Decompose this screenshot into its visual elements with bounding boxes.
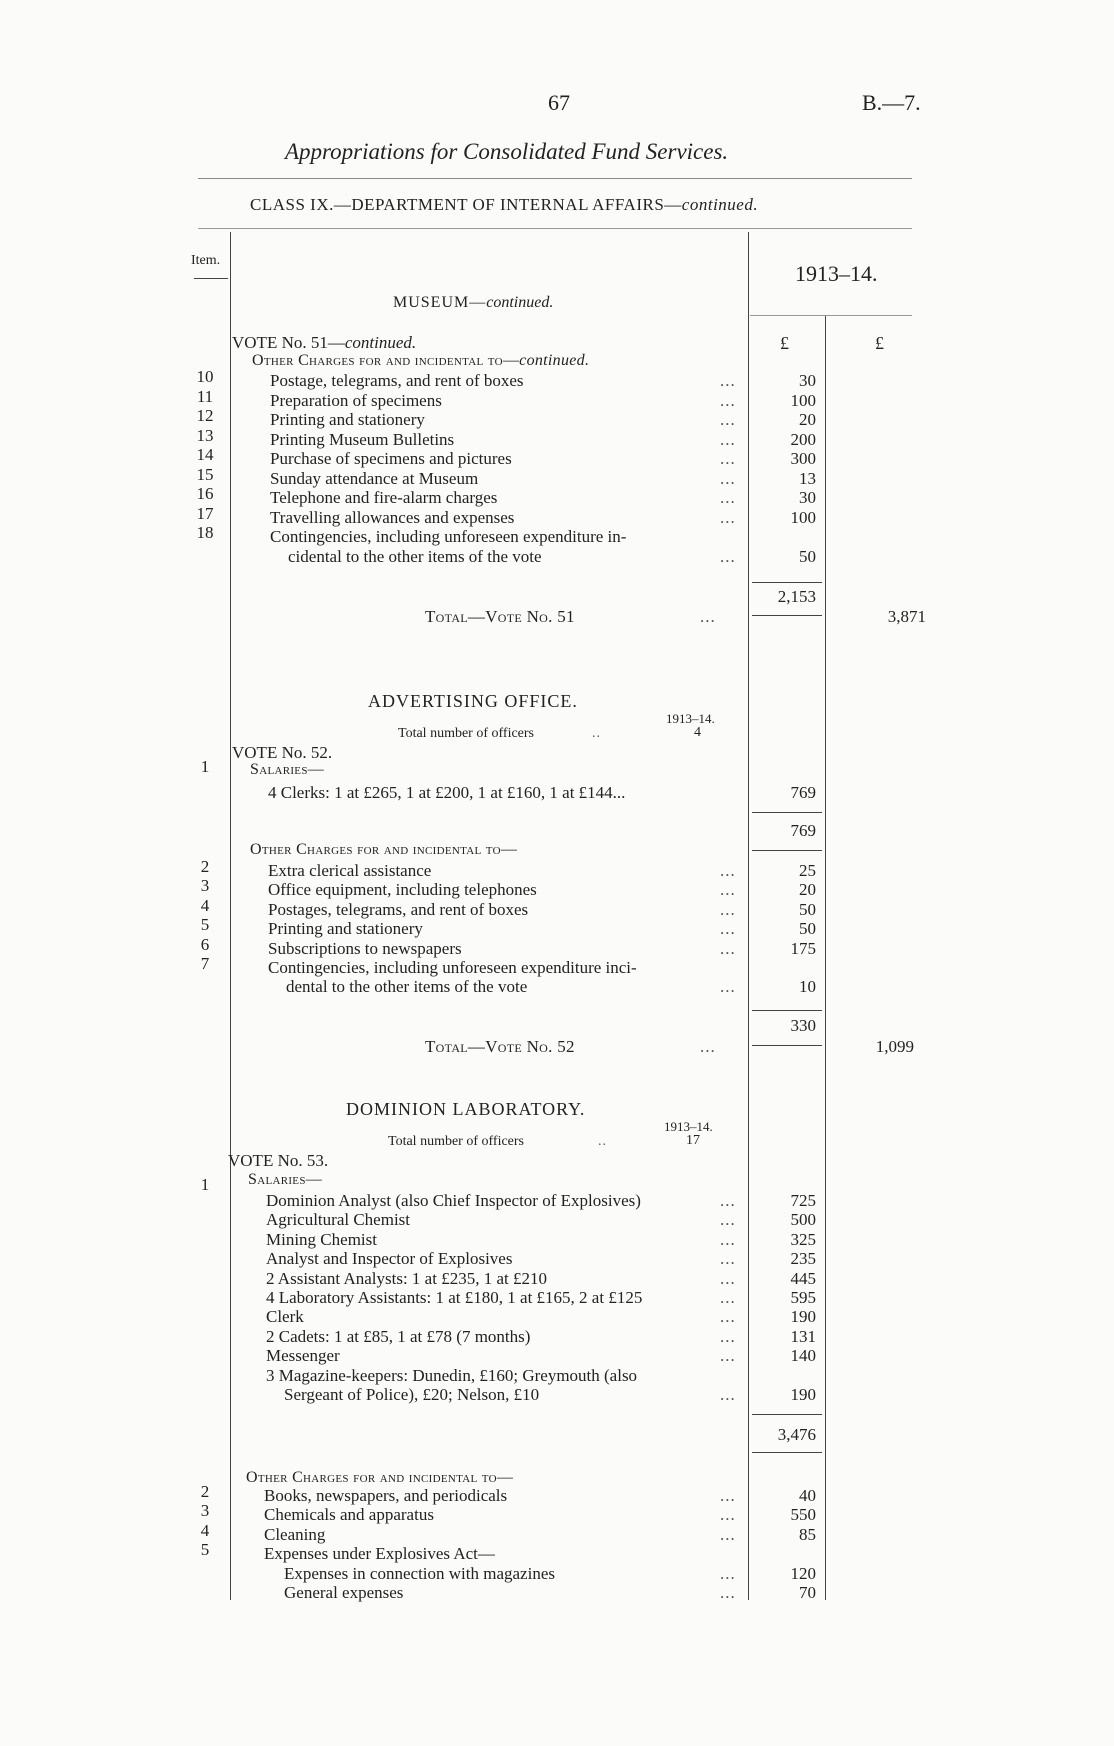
- leader-dots: ...: [720, 880, 736, 900]
- laboratory-salaries-item-no: 1: [200, 1175, 210, 1194]
- leader-dots: ...: [720, 488, 736, 507]
- item-amount: 85: [799, 1524, 816, 1544]
- item-amount: 50: [799, 919, 816, 939]
- item-number: 17: [196, 503, 214, 523]
- museum-total-label: Total—Vote No. 51: [425, 607, 575, 626]
- item-number: 14: [196, 445, 214, 464]
- sub-item-description: General expenses: [284, 1583, 404, 1602]
- item-amount: 595: [790, 1288, 816, 1307]
- item-amount: 235: [790, 1249, 816, 1269]
- item-number: 16: [196, 484, 214, 503]
- item-description: Dominion Analyst (also Chief Inspector of Explosives): [266, 1191, 641, 1210]
- advertising-total-rule: [752, 1045, 822, 1046]
- sub-item-description: Expenses in connection with magazines: [284, 1563, 555, 1583]
- leader-dots: ...: [720, 390, 736, 410]
- class-heading: CLASS IX.—DEPARTMENT OF INTERNAL AFFAIRS—continued.: [250, 195, 759, 214]
- item-amount: 100: [790, 390, 816, 410]
- advertising-officers-dots: ..: [592, 726, 601, 741]
- item-amount: 200: [790, 429, 816, 449]
- item-description: Printing and stationery: [270, 410, 425, 429]
- item-description: Extra clerical assistance: [268, 861, 432, 880]
- item-description: Clerk: [266, 1307, 304, 1327]
- leader-dots: ...: [720, 449, 736, 468]
- item-description: Printing Museum Bulletins: [270, 429, 455, 449]
- leader-dots: ...: [720, 546, 736, 566]
- item-description: Purchase of specimens and pictures: [270, 449, 512, 468]
- item-amount: 175: [790, 938, 816, 958]
- laboratory-vote-label: VOTE No. 53.: [228, 1151, 329, 1170]
- item-number: 12: [196, 406, 214, 425]
- item-amount: 50: [799, 546, 816, 566]
- item-description: Chemicals and apparatus: [264, 1505, 434, 1525]
- item-number: 11: [196, 386, 214, 406]
- leader-dots: ...: [720, 899, 736, 919]
- item-number: 13: [196, 425, 214, 445]
- item-amount: 25: [799, 861, 816, 880]
- pound-header-2: £: [875, 333, 884, 353]
- item-description: Contingencies, including unforeseen expenditure in-: [270, 527, 627, 546]
- laboratory-officers-count: 17: [686, 1133, 700, 1148]
- advertising-total-dots: ...: [700, 1037, 716, 1056]
- item-number: 18: [196, 523, 214, 542]
- leader-dots: ...: [720, 1288, 736, 1307]
- laboratory-salaries-label: Salaries—: [248, 1171, 323, 1188]
- museum-vote-label: VOTE No. 51—continued.: [232, 333, 417, 352]
- item-amount: 445: [790, 1268, 816, 1288]
- leader-dots: ...: [720, 1326, 736, 1346]
- museum-total-dots: ...: [700, 607, 716, 626]
- item-description: Office equipment, including telephones: [268, 880, 537, 900]
- item-amount: 30: [799, 371, 816, 390]
- item-amount: 325: [790, 1229, 816, 1249]
- header-rule: [198, 178, 912, 179]
- advertising-other-charges-heading: Other Charges for and incidental to—: [250, 841, 518, 858]
- leader-dots: ...: [720, 861, 736, 880]
- sub-item-amount: 70: [799, 1583, 816, 1602]
- leader-dots: ...: [720, 1191, 736, 1210]
- item-amount: 500: [790, 1210, 816, 1230]
- item-amount: 30: [799, 488, 816, 507]
- advertising-vote-label: VOTE No. 52.: [232, 743, 333, 762]
- item-description: Postage, telegrams, and rent of boxes: [270, 371, 524, 390]
- item-description: Messenger: [266, 1346, 340, 1366]
- advertising-officers-label: Total number of officers: [398, 726, 534, 741]
- item-description: Travelling allowances and expenses: [270, 507, 515, 527]
- laboratory-officers-dots: ..: [598, 1134, 607, 1149]
- advertising-salaries-item-no: 1: [200, 757, 210, 776]
- leader-dots: ...: [720, 1268, 736, 1288]
- advertising-salaries-rule: [752, 812, 822, 813]
- item-column-rule: [230, 232, 231, 1600]
- leader-dots: ...: [720, 1505, 736, 1525]
- item-description: Mining Chemist: [266, 1229, 377, 1249]
- amount-column-rule-right: [825, 315, 826, 1600]
- advertising-salary-amount: 769: [790, 783, 816, 802]
- item-description: Contingencies, including unforeseen expenditure inci-: [268, 958, 637, 977]
- item-description: Sunday attendance at Museum: [270, 468, 479, 488]
- item-description: 4 Laboratory Assistants: 1 at £180, 1 at £165, 2 at £125: [266, 1288, 643, 1307]
- leader-dots: ...: [720, 410, 736, 429]
- leader-dots: ...: [720, 1307, 736, 1327]
- item-amount: 20: [799, 880, 816, 900]
- sub-item-amount: 120: [790, 1563, 816, 1583]
- item-amount: 190: [790, 1307, 816, 1327]
- item-number: 3: [200, 1501, 210, 1521]
- leader-dots: ...: [720, 429, 736, 449]
- item-amount: 190: [790, 1385, 816, 1404]
- item-description: Books, newspapers, and periodicals: [264, 1486, 508, 1505]
- laboratory-other-charges-heading: Other Charges for and incidental to—: [246, 1469, 514, 1486]
- item-description: Agricultural Chemist: [266, 1210, 411, 1230]
- item-description-continued: cidental to the other items of the vote: [288, 546, 542, 566]
- leader-dots: ...: [720, 938, 736, 958]
- item-number: 2: [200, 1482, 210, 1501]
- item-amount: 300: [790, 449, 816, 468]
- leader-dots: ...: [720, 1563, 736, 1583]
- item-number: 15: [196, 464, 214, 484]
- advertising-officers-count: 4: [694, 725, 701, 740]
- advertising-salaries-subtotal-rule: [752, 850, 822, 851]
- item-number: 4: [200, 1520, 210, 1540]
- item-number: 2: [200, 857, 210, 876]
- item-description: Cleaning: [264, 1524, 326, 1544]
- laboratory-officers-year: 1913–14.: [664, 1119, 713, 1134]
- document-reference: B.—7.: [862, 90, 921, 115]
- museum-heading: MUSEUM—continued.: [393, 294, 554, 311]
- item-amount: 10: [799, 977, 816, 997]
- item-description: 2 Cadets: 1 at £85, 1 at £78 (7 months): [266, 1326, 531, 1346]
- advertising-total: 1,099: [875, 1037, 914, 1056]
- item-description: Expenses under Explosives Act—: [264, 1544, 495, 1564]
- item-amount: 131: [790, 1326, 816, 1346]
- laboratory-heading: DOMINION LABORATORY.: [346, 1099, 586, 1119]
- item-number: 7: [200, 954, 210, 973]
- leader-dots: ...: [720, 1346, 736, 1366]
- leader-dots: ...: [720, 1524, 736, 1544]
- advertising-heading: ADVERTISING OFFICE.: [368, 691, 578, 711]
- item-amount: 50: [799, 899, 816, 919]
- item-column-header: Item.: [191, 253, 221, 268]
- advertising-salaries-subtotal: 769: [790, 821, 816, 840]
- item-amount: 550: [790, 1505, 816, 1525]
- item-description: Telephone and fire-alarm charges: [270, 488, 498, 507]
- museum-subtotal-rule: [752, 582, 822, 583]
- laboratory-salaries-rule: [752, 1414, 822, 1415]
- item-header-rule: [194, 278, 228, 279]
- leader-dots: ...: [720, 468, 736, 488]
- item-amount: 140: [790, 1346, 816, 1366]
- item-amount: 725: [790, 1191, 816, 1210]
- museum-total: 3,871: [887, 607, 926, 626]
- laboratory-officers-label: Total number of officers: [388, 1134, 524, 1149]
- item-description: Postages, telegrams, and rent of boxes: [268, 899, 529, 919]
- museum-subtotal: 2,153: [777, 587, 816, 606]
- leader-dots: ...: [720, 919, 736, 939]
- laboratory-salaries-subtotal-rule: [752, 1452, 822, 1453]
- item-number: 5: [200, 1540, 210, 1560]
- leader-dots: ...: [720, 1210, 736, 1230]
- leader-dots: ...: [720, 371, 736, 390]
- amount-column-rule-left: [748, 232, 749, 1600]
- item-description-continued: Sergeant of Police), £20; Nelson, £10: [284, 1385, 540, 1404]
- item-description: 3 Magazine-keepers: Dunedin, £160; Greymouth (also: [266, 1365, 638, 1385]
- leader-dots: ...: [720, 1249, 736, 1269]
- pound-header-1: £: [780, 333, 789, 353]
- item-number: 5: [200, 915, 210, 935]
- page-number: 67: [548, 90, 570, 115]
- advertising-officers-year: 1913–14.: [666, 711, 715, 726]
- item-amount: 100: [790, 507, 816, 527]
- item-description: Preparation of specimens: [270, 390, 442, 410]
- museum-total-rule: [752, 615, 822, 616]
- item-number: 3: [200, 876, 210, 896]
- item-description: 2 Assistant Analysts: 1 at £235, 1 at £210: [266, 1268, 547, 1288]
- leader-dots: ...: [720, 507, 736, 527]
- item-amount: 20: [799, 410, 816, 429]
- leader-dots: ...: [720, 1385, 736, 1404]
- advertising-subtotal-rule: [752, 1010, 822, 1011]
- leader-dots: ...: [720, 1229, 736, 1249]
- advertising-salary-desc: 4 Clerks: 1 at £265, 1 at £200, 1 at £160, 1 at £144...: [268, 783, 626, 802]
- leader-dots: ...: [720, 1486, 736, 1505]
- item-number: 4: [200, 895, 210, 915]
- laboratory-salaries-subtotal: 3,476: [777, 1425, 816, 1444]
- page-title: Appropriations for Consolidated Fund Services.: [285, 139, 729, 164]
- item-description: Subscriptions to newspapers: [268, 938, 462, 958]
- year-header-rule: [750, 315, 912, 316]
- year-column-header: 1913–14.: [795, 261, 878, 286]
- item-amount: 13: [799, 468, 816, 488]
- leader-dots: ...: [720, 977, 736, 997]
- item-description-continued: dental to the other items of the vote: [286, 977, 528, 997]
- leader-dots: ...: [720, 1583, 736, 1602]
- item-number: 6: [200, 934, 210, 954]
- advertising-total-label: Total—Vote No. 52: [425, 1037, 575, 1056]
- class-rule: [198, 228, 912, 229]
- item-description: Printing and stationery: [268, 919, 423, 939]
- advertising-subtotal: 330: [790, 1016, 816, 1035]
- item-number: 10: [196, 367, 214, 386]
- advertising-salaries-label: Salaries—: [250, 761, 325, 778]
- item-amount: 40: [799, 1486, 816, 1505]
- item-description: Analyst and Inspector of Explosives: [266, 1249, 513, 1269]
- museum-other-charges-heading: Other Charges for and incidental to—continued.: [252, 352, 590, 369]
